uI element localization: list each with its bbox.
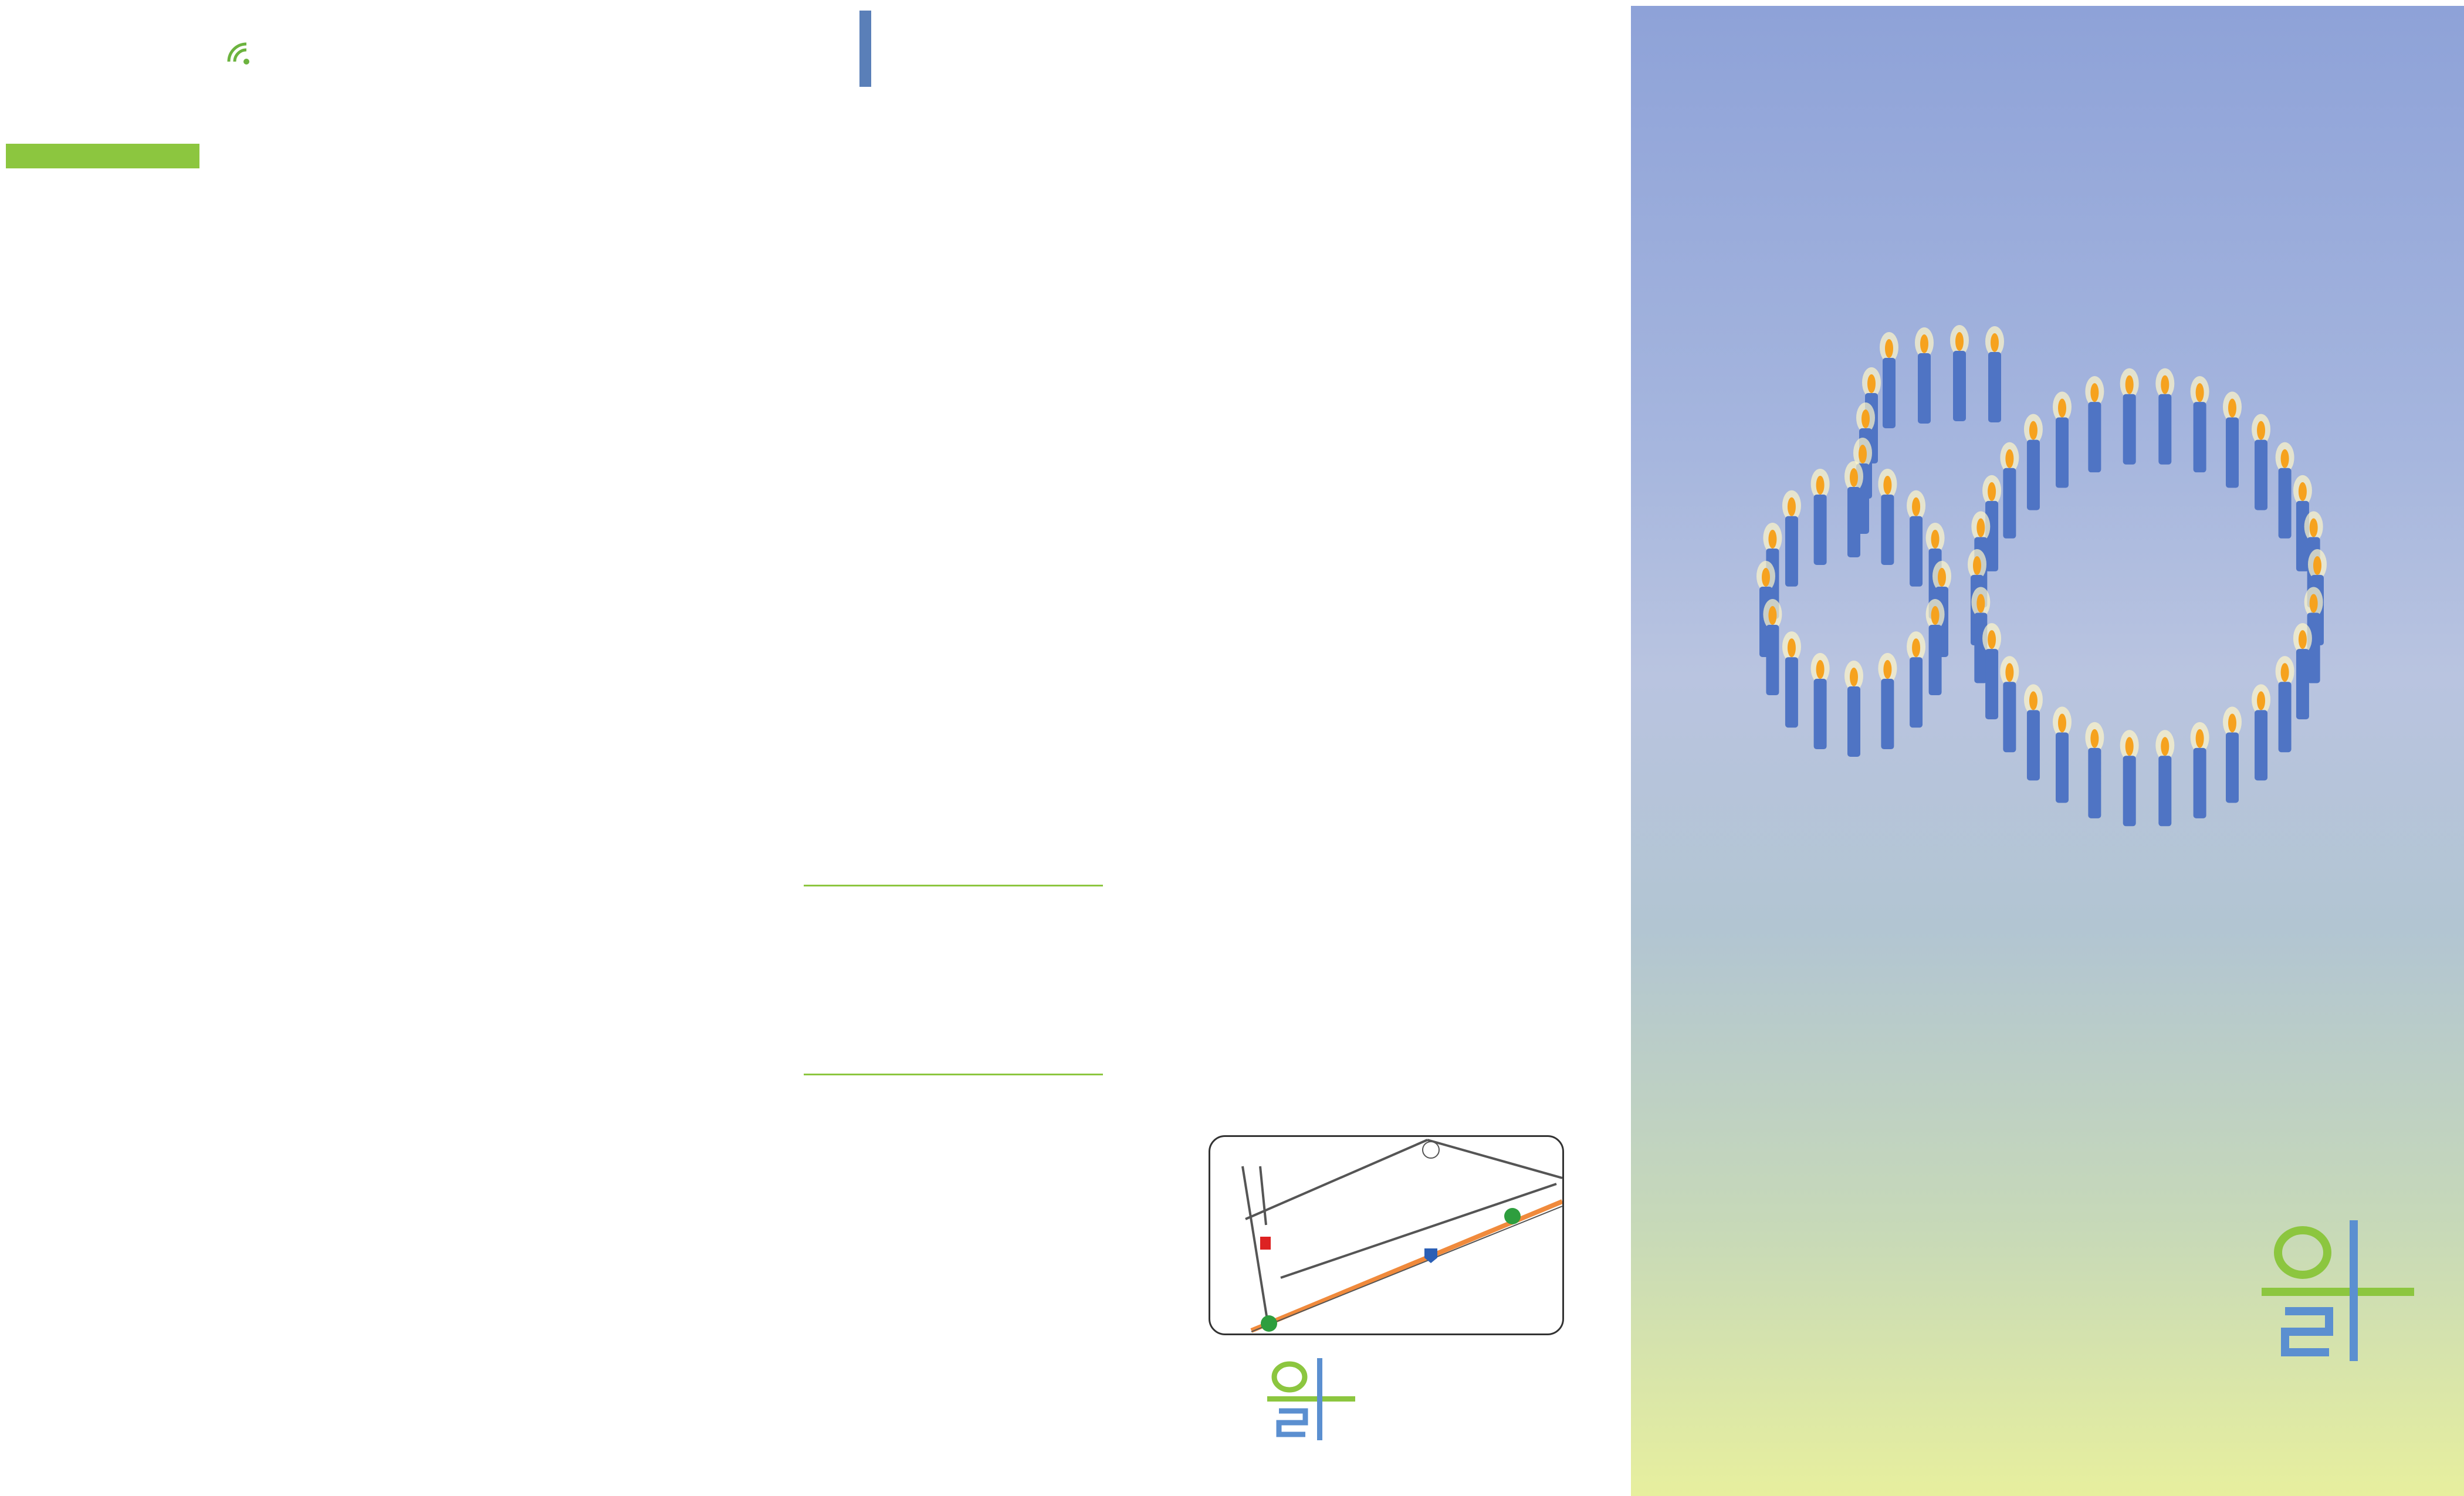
- divider: [804, 1074, 1103, 1075]
- candle: [1907, 631, 1925, 727]
- candle: [2223, 392, 2242, 488]
- divider: [804, 885, 1103, 886]
- candle: [2276, 442, 2294, 539]
- candle: [1782, 490, 1801, 587]
- candle: [2252, 684, 2270, 780]
- candle: [1950, 325, 1969, 421]
- candle: [2085, 722, 2104, 818]
- woori-logo-icon: [2262, 1220, 2414, 1361]
- woori-logo-icon: [1267, 1358, 1355, 1440]
- candle: [1915, 327, 1934, 424]
- candle: [2000, 656, 2019, 752]
- candle: [2191, 722, 2209, 818]
- candle: [2191, 376, 2209, 472]
- map-drawing: [1210, 1137, 1562, 1333]
- candle: [2000, 442, 2019, 539]
- church-logo: [1267, 1358, 1355, 1440]
- candle: [2155, 368, 2174, 465]
- directions-map: [1209, 1135, 1564, 1335]
- candle: [1844, 661, 1863, 757]
- candle: [1985, 326, 2004, 422]
- candle: [2085, 376, 2104, 472]
- candle: [1880, 332, 1898, 428]
- candle: [1907, 490, 1925, 587]
- candle: [1811, 653, 1830, 749]
- candle: [2120, 730, 2139, 826]
- candle: [2053, 706, 2072, 803]
- accent-bar: [859, 11, 871, 87]
- candle: [1811, 469, 1830, 565]
- church-marker: [1260, 1237, 1271, 1250]
- candle: [1878, 653, 1897, 749]
- candle: [2053, 392, 2072, 488]
- candle: [1782, 631, 1801, 727]
- candle: [2252, 414, 2270, 510]
- candle: [2223, 706, 2242, 803]
- candle: [2024, 414, 2043, 510]
- candle: [2155, 730, 2174, 826]
- news-badge-bar: [6, 144, 199, 168]
- candle-illustration: [1631, 258, 2464, 903]
- candle: [1878, 469, 1897, 565]
- news-badge: [6, 35, 199, 167]
- candle: [2024, 684, 2043, 780]
- candle: [2276, 656, 2294, 752]
- candle: [2120, 368, 2139, 465]
- broadcast-icon: [223, 35, 258, 65]
- cover-logo: [2262, 1220, 2414, 1361]
